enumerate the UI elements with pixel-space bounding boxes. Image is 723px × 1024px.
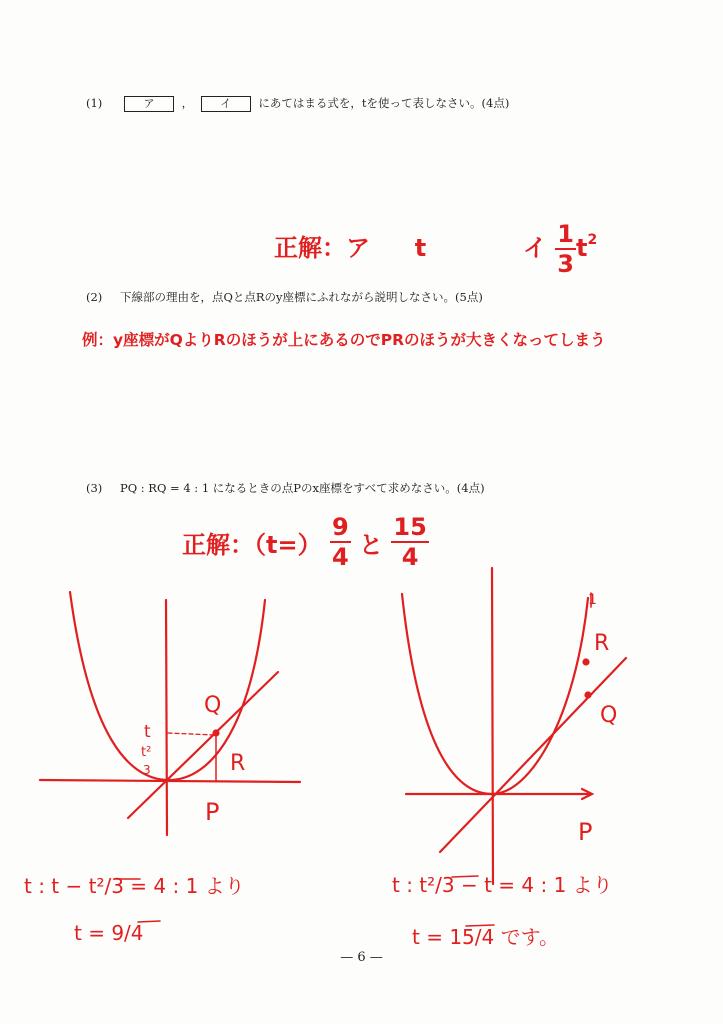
answer-box-a: ア — [124, 96, 174, 112]
left-point-q — [214, 731, 219, 736]
answer-1-var: t — [575, 234, 588, 262]
fraction-denominator: 4 — [401, 543, 419, 571]
left-label-q: Q — [204, 693, 222, 718]
left-label-t2: t² — [141, 745, 152, 760]
right-label-p: P — [578, 818, 593, 846]
right-y-axis — [492, 568, 493, 884]
question-3-number: (3) — [86, 481, 103, 495]
left-equation-1: t : t − t²/3 = 4 : 1 より — [24, 874, 245, 898]
question-2-text: 下線部の理由を，点Qと点Rのy座標にふれながら説明しなさい。(5点) — [119, 290, 483, 304]
left-label-p: P — [205, 798, 220, 826]
right-parabola — [402, 594, 588, 794]
right-equation-1: t : t²/3 − t = 4 : 1 より — [392, 873, 613, 897]
answer-1-a: t — [414, 234, 427, 262]
fraction-numerator: 1 — [557, 220, 574, 248]
left-graph — [40, 592, 300, 922]
question-2-number: (2) — [86, 290, 103, 304]
right-line — [440, 658, 626, 852]
left-horizontal-dash — [168, 733, 214, 735]
answer-3-prefix: 正解：（t=） — [182, 530, 322, 559]
fraction-numerator: 9 — [331, 513, 349, 541]
right-label-q: Q — [600, 703, 618, 728]
right-point-r — [584, 660, 589, 665]
fraction-numerator: 15 — [393, 513, 427, 541]
answer-1-prefix: 正解：ア — [274, 234, 370, 262]
answer-1-i-label: イ — [522, 234, 547, 262]
left-label-3: 3 — [143, 763, 151, 777]
right-label-r: R — [594, 631, 610, 656]
question-1-number: (1) — [86, 96, 103, 110]
answer-box-i: イ — [201, 96, 251, 112]
left-label-t: t — [144, 722, 151, 742]
fraction-denominator: 3 — [557, 250, 574, 278]
right-equation-2: t = 15/4 です。 — [412, 925, 559, 949]
left-equation-2: t = 9/4 — [74, 921, 144, 945]
answer-2: 例：y座標がQよりRのほうが上にあるのでPRのほうが大きくなってしまう — [82, 331, 606, 349]
left-label-r: R — [230, 751, 246, 776]
question-1-text: にあてはまる式を，tを使って表しなさい。(4点) — [258, 96, 510, 110]
right-label-1: 1 — [588, 592, 597, 608]
separator: ， — [181, 96, 194, 110]
right-point-q — [586, 693, 591, 698]
answer-3-conj: と — [359, 530, 384, 559]
fraction-denominator: 4 — [331, 543, 349, 571]
answer-1-exponent: 2 — [587, 232, 598, 248]
page-number: — 6 — — [340, 950, 383, 965]
left-y-axis — [166, 600, 167, 835]
question-3-text: PQ : RQ = 4 : 1 になるときの点Pのx座標をすべて求めなさい。(4点) — [119, 481, 485, 495]
